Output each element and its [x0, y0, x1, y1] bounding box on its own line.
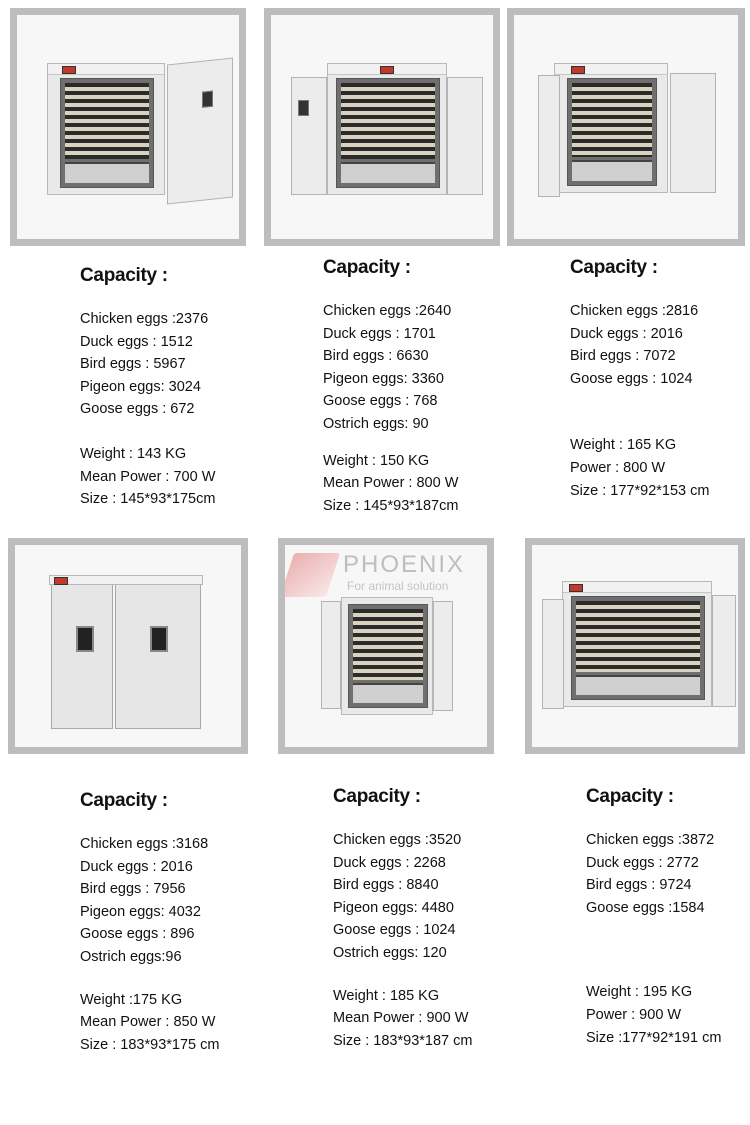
capacity-heading: Capacity : [333, 786, 421, 807]
incubator-photo-5 [278, 538, 494, 754]
watermark-brand: PHOENIX [343, 551, 466, 578]
product-specs-5 [333, 786, 533, 1052]
phoenix-logo-icon [285, 553, 340, 597]
capacity-heading: Capacity : [570, 257, 658, 278]
capacity-ostrich: Ostrich eggs: 90 [323, 415, 429, 432]
spec-size: Size :177*92*191 cm [586, 1029, 722, 1046]
spec-power: Power : 900 W [586, 1006, 682, 1023]
spec-weight: Weight : 195 KG [586, 984, 693, 1001]
capacity-bird: Bird eggs : 6630 [323, 348, 429, 365]
capacity-pigeon: Pigeon eggs: 4032 [80, 903, 201, 920]
incubator-photo-1 [10, 8, 246, 246]
capacity-heading: Capacity : [586, 786, 674, 807]
capacity-duck: Duck eggs : 2772 [586, 854, 699, 871]
capacity-duck: Duck eggs : 2016 [570, 325, 683, 342]
capacity-bird: Bird eggs : 7072 [570, 348, 676, 365]
capacity-pigeon: Pigeon eggs: 4480 [333, 899, 454, 916]
phoenix-watermark [285, 545, 487, 605]
spec-weight: Weight :175 KG [80, 991, 183, 1008]
capacity-chicken: Chicken eggs :2816 [570, 303, 699, 319]
capacity-heading: Capacity : [80, 790, 168, 811]
spec-size: Size : 145*93*175cm [80, 491, 216, 508]
capacity-goose: Goose eggs : 1024 [570, 370, 693, 387]
capacity-chicken: Chicken eggs :3168 [80, 836, 209, 852]
incubator-photo-2 [264, 8, 500, 246]
capacity-duck: Duck eggs : 1701 [323, 325, 436, 342]
capacity-chicken: Chicken eggs :3520 [333, 832, 462, 848]
capacity-chicken: Chicken eggs :3872 [586, 832, 715, 848]
spec-size: Size : 145*93*187cm [323, 497, 459, 514]
product-specs-1 [80, 265, 280, 511]
spec-weight: Weight : 185 KG [333, 987, 440, 1004]
capacity-bird: Bird eggs : 9724 [586, 877, 692, 894]
product-specs-2 [323, 257, 523, 517]
incubator-photo-3 [507, 8, 745, 246]
product-specs-4 [80, 790, 280, 1056]
capacity-goose: Goose eggs : 896 [80, 926, 195, 943]
incubator-photo-6 [525, 538, 745, 754]
watermark-tagline: For animal solution [347, 579, 449, 593]
product-specs-3 [570, 257, 750, 502]
spec-power: Power : 800 W [570, 459, 666, 476]
capacity-ostrich: Ostrich eggs:96 [80, 948, 182, 965]
capacity-bird: Bird eggs : 8840 [333, 877, 439, 894]
capacity-goose: Goose eggs : 672 [80, 401, 195, 418]
spec-weight: Weight : 143 KG [80, 445, 187, 462]
spec-power: Mean Power : 800 W [323, 475, 459, 492]
spec-power: Mean Power : 900 W [333, 1010, 469, 1027]
capacity-heading: Capacity : [323, 257, 411, 278]
capacity-pigeon: Pigeon eggs: 3360 [323, 370, 444, 387]
spec-size: Size : 183*93*187 cm [333, 1032, 473, 1049]
capacity-heading: Capacity : [80, 265, 168, 286]
capacity-goose: Goose eggs : 768 [323, 393, 438, 410]
capacity-duck: Duck eggs : 1512 [80, 333, 193, 350]
spec-size: Size : 183*93*175 cm [80, 1036, 220, 1053]
capacity-chicken: Chicken eggs :2376 [80, 311, 209, 327]
spec-weight: Weight : 150 KG [323, 452, 430, 469]
capacity-duck: Duck eggs : 2268 [333, 854, 446, 871]
capacity-pigeon: Pigeon eggs: 3024 [80, 378, 201, 395]
spec-power: Mean Power : 700 W [80, 468, 216, 485]
capacity-duck: Duck eggs : 2016 [80, 858, 193, 875]
incubator-photo-4 [8, 538, 248, 754]
spec-power: Mean Power : 850 W [80, 1014, 216, 1031]
capacity-goose: Goose eggs : 1024 [333, 922, 456, 939]
capacity-bird: Bird eggs : 7956 [80, 881, 186, 898]
product-specs-6 [586, 786, 750, 1049]
capacity-chicken: Chicken eggs :2640 [323, 303, 452, 319]
spec-weight: Weight : 165 KG [570, 437, 677, 454]
capacity-goose: Goose eggs :1584 [586, 899, 705, 916]
capacity-ostrich: Ostrich eggs: 120 [333, 944, 447, 961]
capacity-bird: Bird eggs : 5967 [80, 356, 186, 373]
spec-size: Size : 177*92*153 cm [570, 482, 710, 499]
